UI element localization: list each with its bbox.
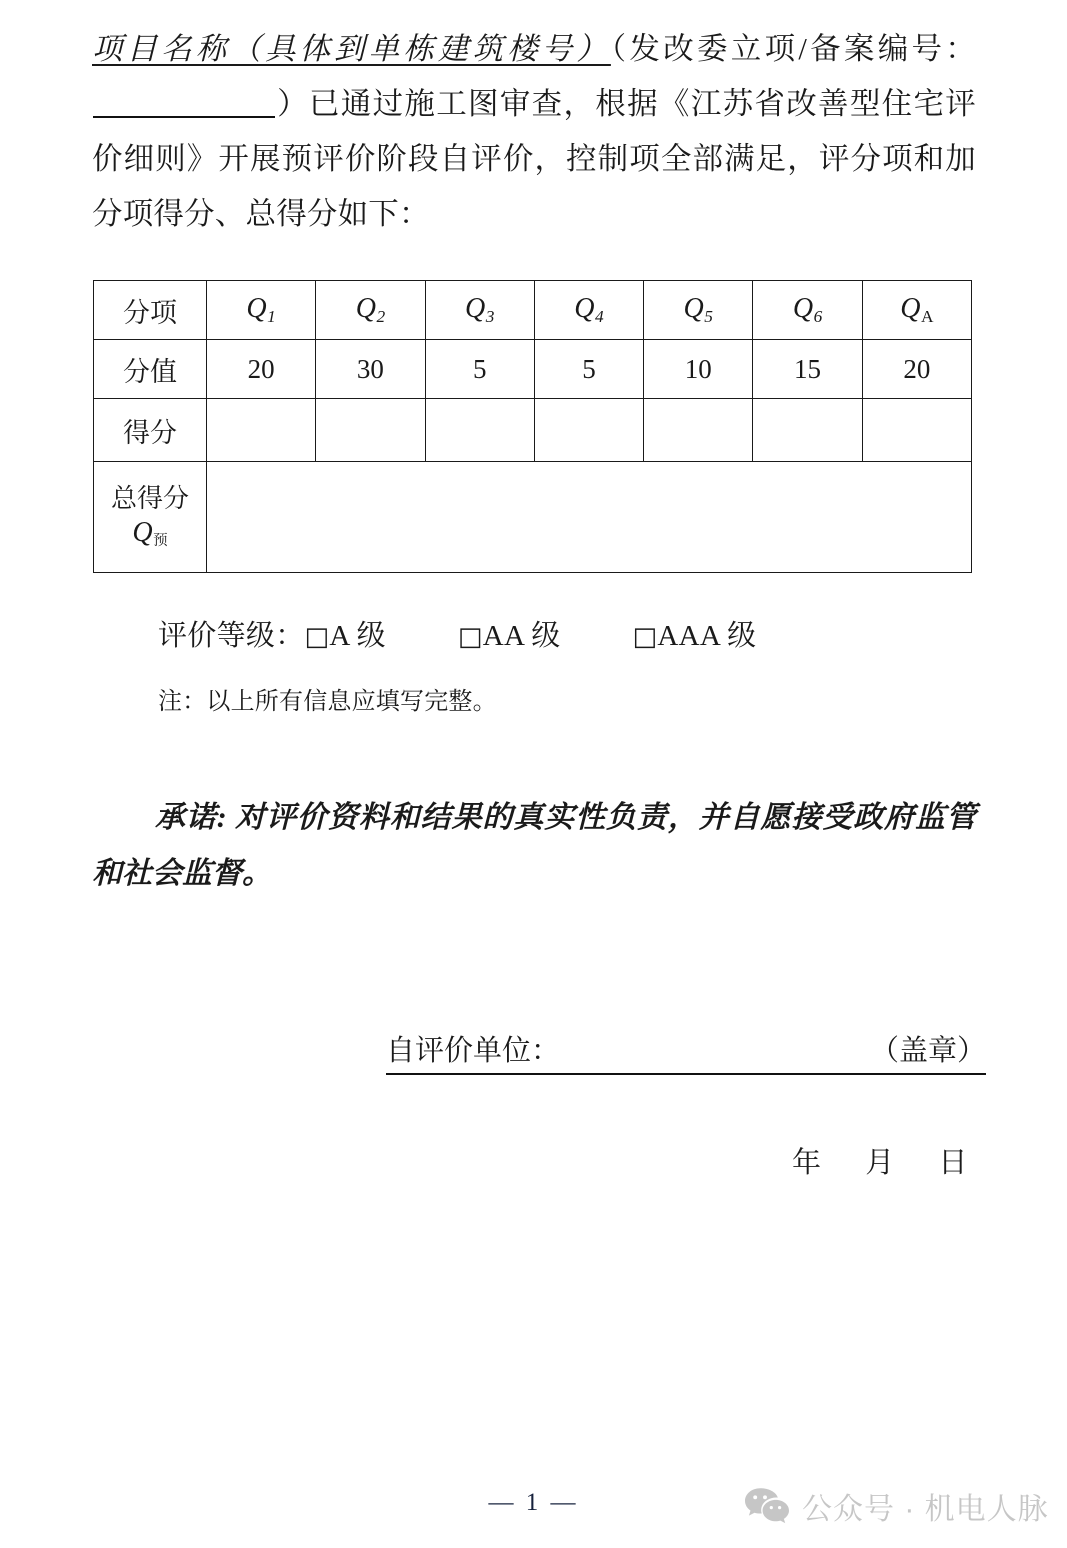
value-cell-q1: 20 bbox=[207, 340, 316, 399]
page-number: — 1 — bbox=[488, 1489, 579, 1516]
value-cell-q5: 10 bbox=[644, 340, 753, 399]
date-row bbox=[792, 1140, 968, 1181]
filing-number-blank[interactable] bbox=[93, 116, 275, 118]
value-cell-q4: 5 bbox=[534, 340, 643, 399]
row-label-score: 得分 bbox=[94, 399, 207, 462]
row-label-total bbox=[94, 462, 207, 573]
score-cell-q1[interactable] bbox=[207, 399, 316, 462]
total-label-symbol: $Q_预$ bbox=[132, 517, 168, 550]
value-cell-qa: 20 bbox=[862, 340, 971, 399]
value-cell-q3: 5 bbox=[425, 340, 534, 399]
watermark bbox=[744, 1484, 1049, 1528]
score-cell-q4[interactable] bbox=[534, 399, 643, 462]
header-cell-q4: $Q_4$ bbox=[534, 281, 643, 340]
value-cell-q6: 15 bbox=[753, 340, 862, 399]
date-year-label[interactable]: 年 bbox=[792, 1147, 822, 1179]
checkbox-grade-a[interactable]: □ bbox=[304, 622, 330, 652]
score-table bbox=[93, 280, 972, 573]
table-row-subitem bbox=[94, 281, 972, 340]
date-month-label[interactable]: 月 bbox=[865, 1147, 895, 1179]
score-cell-q5[interactable] bbox=[644, 399, 753, 462]
signature-row bbox=[386, 1028, 986, 1075]
table-row-value bbox=[94, 340, 972, 399]
grade-label: 评价等级： bbox=[158, 620, 305, 652]
checkbox-grade-aa[interactable]: □ bbox=[457, 622, 483, 652]
watermark-text: 公众号 · 机电人脉 bbox=[802, 1493, 1049, 1526]
total-label-text: 总得分 bbox=[110, 483, 189, 513]
date-day-label[interactable]: 日 bbox=[938, 1147, 968, 1179]
signature-label: 自评价单位： bbox=[386, 1035, 561, 1067]
grade-option-aaa-label: AAA 级 bbox=[657, 620, 757, 652]
header-cell-qa: $Q_A$ bbox=[862, 281, 971, 340]
note-text: 注：以上所有信息应填写完整。 bbox=[158, 689, 497, 715]
score-cell-q3[interactable] bbox=[425, 399, 534, 462]
table-row-score bbox=[94, 399, 972, 462]
intro-text-after: （发改委立项/备案编号： bbox=[610, 32, 977, 66]
checkbox-grade-aaa[interactable]: □ bbox=[632, 622, 658, 652]
row-label-subitem: 分项 bbox=[94, 281, 207, 340]
header-cell-q5: $Q_5$ bbox=[644, 281, 753, 340]
wechat-icon bbox=[744, 1487, 790, 1525]
grade-option-aa-label: AA 级 bbox=[482, 620, 561, 652]
value-cell-q2: 30 bbox=[316, 340, 425, 399]
header-cell-q1: $Q_1$ bbox=[207, 281, 316, 340]
grade-option-a-label: A 级 bbox=[329, 620, 386, 652]
header-cell-q6: $Q_6$ bbox=[753, 281, 862, 340]
pledge-text: 承诺: 对评价资料和结果的真实性负责，并自愿接受政府监管和社会监督。 bbox=[92, 801, 976, 890]
table-row-total bbox=[94, 462, 972, 573]
score-cell-qa[interactable] bbox=[862, 399, 971, 462]
pledge-paragraph bbox=[92, 790, 976, 902]
seal-label: （盖章） bbox=[870, 1035, 987, 1067]
total-score-cell[interactable] bbox=[207, 462, 972, 573]
row-label-value: 分值 bbox=[94, 340, 207, 399]
intro-paragraph bbox=[92, 22, 976, 242]
header-cell-q3: $Q_3$ bbox=[425, 281, 534, 340]
score-cell-q2[interactable] bbox=[316, 399, 425, 462]
intro-text-tail: ）已通过施工图审查，根据《江苏省改善型住宅评价细则》开展预评价阶段自评价，控制项全部满足，评分项和加分项得分、总得分如下： bbox=[92, 87, 976, 231]
header-cell-q2: $Q_2$ bbox=[316, 281, 425, 340]
grade-line bbox=[158, 613, 756, 654]
score-cell-q6[interactable] bbox=[753, 399, 862, 462]
project-name-blank: 项目名称（具体到单栋建筑楼号） bbox=[92, 32, 611, 66]
